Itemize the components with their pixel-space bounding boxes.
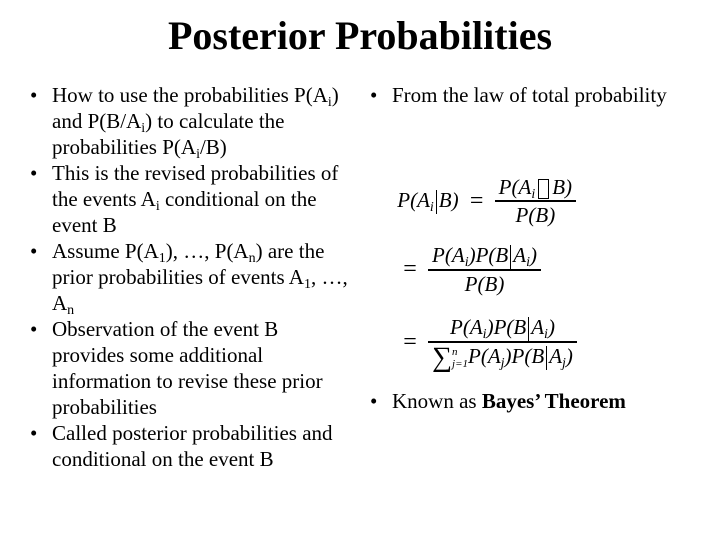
summation-limits: n j=1 [452, 346, 468, 371]
fraction-bayes-theorem: $P(A_i)P(B$ $A_i$) ∑n $j=1P(A_j)P(B$ $A_j$) [428, 314, 577, 371]
slide-title: Posterior Probabilities [167, 13, 553, 58]
formula-line-2: = $\frac{P(A_i)P(B A_i)}{P(B)}$ [368, 242, 541, 297]
bullet-item-5: • Called posterior probabilities and conditional on the event B [30, 421, 333, 471]
bullet-item-3: • Assume $P(A_1)$, …, $P(A_n)$ are the prior probabilities of events $A_1$, …, $A_n$ [30, 239, 348, 318]
left-column [28, 82, 353, 472]
fraction-joint-over-marginal: $\frac{P(A_i B)}{P(B)}$ [495, 174, 576, 228]
bullet-icon: • [30, 161, 38, 185]
bayes-theorem-bullet: • Known as Bayes’ Theorem [370, 389, 626, 413]
formula-lhs: $P(A_i$ B) [397, 187, 459, 215]
bullet-icon: • [30, 317, 38, 341]
bayes-bullet-list [368, 388, 708, 414]
bullet-icon: • [30, 83, 38, 107]
bayes-theorem-label: Bayes’ Theorem [481, 389, 626, 413]
fraction-likelihood-over-marginal: $\frac{P(A_i)P(B A_i)}{P(B)}$ [428, 242, 541, 297]
left-bullet-list [28, 82, 353, 472]
bullet-icon: • [370, 83, 378, 107]
intersection-symbol-icon [538, 179, 549, 199]
formula-line-1: $P(A_i$ B) = $\frac{P(A_i B)}{P(B)}$ [368, 174, 576, 228]
bullet-icon: • [370, 389, 378, 413]
right-column [368, 82, 708, 413]
right-bullet-list [368, 82, 708, 108]
summation-icon: ∑ [432, 342, 453, 374]
bullet-icon: • [30, 421, 38, 445]
bullet-icon: • [30, 239, 38, 263]
law-of-total-probability-bullet: • From the law of total probability [370, 83, 667, 107]
formula-line-3: = $P(A_i)P(B$ $A_i$) ∑n $j=1P(A_j)P(B$ $A_j$) [368, 314, 577, 371]
bullet-item-4: • Observation of the event B provides some additional information to revise these prior probabilities [30, 317, 323, 419]
bullet-item-1: • How to use the probabilities $P(A_i)$ and $P(B/A_i)$ to calculate the probabilities $P(A_i/B)$ [30, 83, 339, 162]
bullet-item-2: • This is the revised probabilities of the events $A_i$ conditional on the event B [30, 161, 339, 237]
